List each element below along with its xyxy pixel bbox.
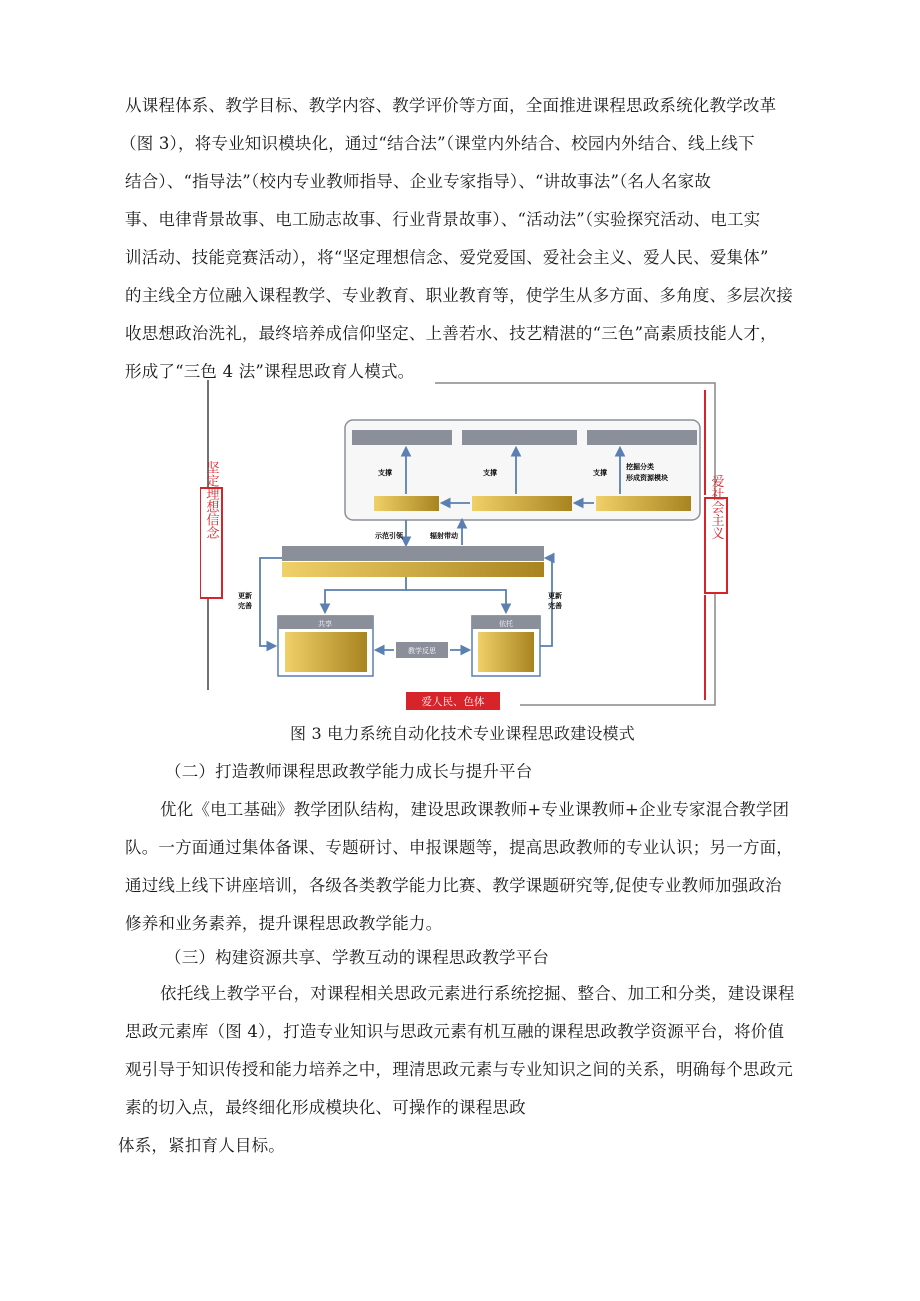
- teach-eval-label: 教学反思: [408, 647, 436, 655]
- branch-left-arrow: [325, 577, 406, 612]
- mining-label-1: 挖掘分类: [626, 463, 654, 471]
- support-label-2: 支撑: [483, 469, 497, 477]
- top-box-2: [462, 430, 577, 445]
- section-2-line-3: 通过线上线下讲座培训，各级各类教学能力比赛、教学课题研究等,促使专业教师加强政治: [125, 876, 782, 895]
- support-label-1: 支撑: [378, 469, 392, 477]
- gold-box-1: [374, 496, 439, 511]
- bottom-banner-text: 爱人民、色体: [421, 696, 485, 708]
- paragraph-1-line-8: 形成了“三色 4 法”课程思政育人模式。: [125, 362, 415, 381]
- section-2-line-2: 队。一方面通过集体备课、专题研讨、申报课题等，提高思政教师的专业认识；另一方面，: [125, 838, 793, 857]
- right-banner-text: 爱社会主义: [708, 474, 724, 540]
- section-3-heading: （三）构建资源共享、学教互动的课程思政教学平台: [165, 948, 550, 967]
- section-3-line-4: 素的切入点，最终细化形成模块化、可操作的课程思政: [125, 1098, 526, 1117]
- paragraph-1-line-3: 结合）、“指导法”（校内专业教师指导、企业专家指导）、“讲故事法”（名人名家故: [125, 172, 712, 191]
- radiate-label: 辐射带动: [430, 532, 458, 540]
- update-label-left-2: 完善: [238, 602, 252, 610]
- share-content: [285, 632, 367, 672]
- update-label-right-2: 完善: [548, 602, 562, 610]
- paragraph-1-line-2: （图 3），将专业知识模块化，通过“结合法”（课堂内外结合、校园内外结合、线上线下: [120, 134, 755, 153]
- paragraph-1-line-1: 从课程体系、教学目标、教学内容、教学评价等方面，全面推进课程思政系统化教学改革: [125, 96, 777, 115]
- update-label-left-1: 更新: [238, 592, 252, 600]
- branch-right-arrow: [406, 590, 506, 612]
- gold-box-3: [596, 496, 691, 511]
- update-label-right-1: 更新: [548, 592, 562, 600]
- mining-label-2: 形成资源模块: [626, 474, 668, 482]
- left-banner-text: 坚定理想信念: [203, 461, 219, 539]
- figure-3: [200, 380, 730, 710]
- figure-3-diagram: [200, 380, 730, 710]
- top-box-1: [352, 430, 452, 445]
- rely-content: [478, 632, 534, 672]
- figure-caption: 图 3 电力系统自动化技术专业课程思政建设模式: [290, 724, 635, 743]
- support-label-3: 支撑: [593, 469, 607, 477]
- section-2-line-4: 修养和业务素养，提升课程思政教学能力。: [125, 914, 443, 933]
- section-3-line-2: 思政元素库（图 4），打造专业知识与思政元素有机互融的课程思政教学资源平台，将价值: [125, 1022, 785, 1041]
- section-3-line-1: 依托线上教学平台，对课程相关思政元素进行系统挖掘、整合、加工和分类，建设课程: [160, 984, 795, 1003]
- share-label: 共享: [318, 620, 332, 628]
- middle-gold-bar: [282, 562, 544, 577]
- paragraph-1-line-5: 训活动、技能竞赛活动），将“坚定理想信念、爱党爱国、爱社会主义、爱人民、爱集体”: [125, 248, 769, 267]
- demo-label: 示范引领: [375, 532, 403, 540]
- middle-gray-bar: [282, 546, 544, 561]
- rely-label: 依托: [499, 620, 513, 628]
- section-2-line-1: 优化《电工基础》教学团队结构，建设思政课教师+专业课教师+企业专家混合教学团: [160, 800, 790, 819]
- section-3-line-5: 体系，紧扣育人目标。: [118, 1136, 285, 1155]
- paragraph-1-line-7: 收思想政治洗礼，最终培养成信仰坚定、上善若水、技艺精湛的“三色”高素质技能人才，: [125, 324, 777, 343]
- paragraph-1-line-6: 的主线全方位融入课程教学、专业教育、职业教育等，使学生从多方面、多角度、多层次接: [125, 286, 793, 305]
- top-box-3: [587, 430, 697, 445]
- paragraph-1-line-4: 事、电律背景故事、电工励志故事、行业背景故事）、“活动法”（实验探究活动、电工实: [125, 210, 761, 229]
- section-2-heading: （二）打造教师课程思政教学能力成长与提升平台: [165, 762, 533, 781]
- gold-box-2: [472, 496, 572, 511]
- section-3-line-3: 观引导于知识传授和能力培养之中，理清思政元素与专业知识之间的关系，明确每个思政元: [125, 1060, 793, 1079]
